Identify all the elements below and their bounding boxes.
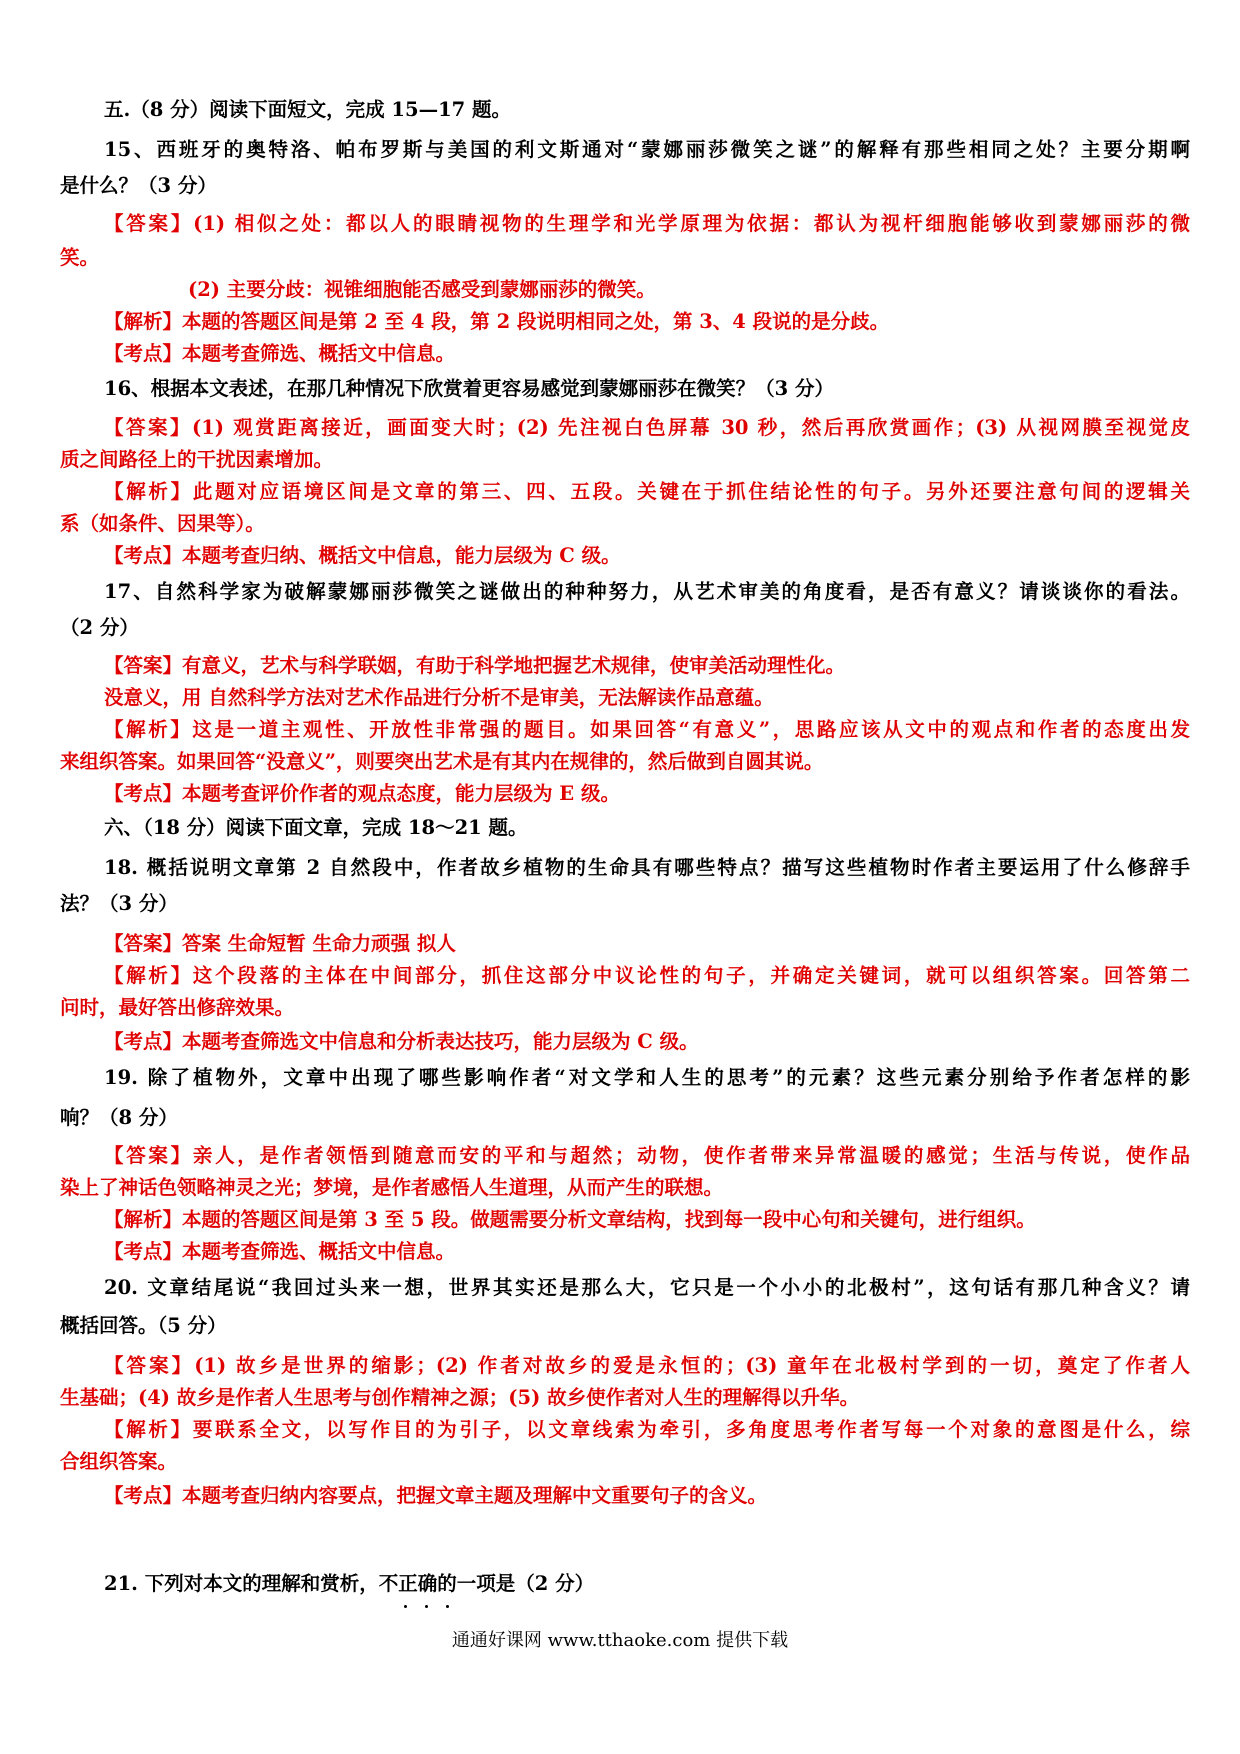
text-line: 19. 除了植物外，文章中出现了哪些影响作者“对文学和人生的思考”的元素？这些元素分别给予作者怎样的影 xyxy=(104,1066,1190,1089)
text-line: (2) 主要分歧：视锥细胞能否感受到蒙娜丽莎的微笑。 xyxy=(188,278,656,301)
text-line: 【答案】亲人，是作者领悟到随意而安的平和与超然；动物，使作者带来异常温暖的感觉；生活与传说，使作品 xyxy=(104,1144,1190,1167)
text-line: 生基础；(4) 故乡是作者人生思考与创作精神之源；(5) 故乡使作者对人生的理解得以升华。 xyxy=(60,1386,860,1409)
text-line: 【考点】本题考查归纳、概括文中信息，能力层级为 C 级。 xyxy=(104,544,621,567)
text-line: （2 分） xyxy=(60,616,139,639)
text-line: 16、根据本文表述，在那几种情况下欣赏着更容易感觉到蒙娜丽莎在微笑？（3 分） xyxy=(104,377,834,400)
text-line: 【答案】(1) 故乡是世界的缩影；(2) 作者对故乡的爱是永恒的；(3) 童年在北极村学到的一切，奠定了作者人 xyxy=(104,1354,1190,1377)
text-line: 【考点】本题考查评价作者的观点态度，能力层级为 E 级。 xyxy=(104,782,620,805)
text-line: 【解析】这是一道主观性、开放性非常强的题目。如果回答“有意义”，思路应该从文中的观点和作者的态度出发 xyxy=(104,718,1190,741)
page-footer: 通通好课网 www.tthaoke.com 提供下载 xyxy=(451,1630,789,1651)
text-line: 20. 文章结尾说“我回过头来一想，世界其实还是那么大，它只是一个小小的北极村”，这句话有那几种含义？请 xyxy=(104,1276,1190,1299)
text-line: 【考点】本题考查筛选、概括文中信息。 xyxy=(104,1240,456,1263)
text-line: 21. 下列对本文的理解和赏析，不正确的一项是（2 分） xyxy=(104,1572,595,1595)
text-line: 【答案】(1) 相似之处：都以人的眼睛视物的生理学和光学原理为依据：都认为视杆细胞能够收到蒙娜丽莎的微 xyxy=(104,212,1190,235)
text-line: 来组织答案。如果回答“没意义”，则要突出艺术是有其内在规律的，然后做到自圆其说。 xyxy=(60,750,824,773)
text-line: 【考点】本题考查筛选文中信息和分析表达技巧，能力层级为 C 级。 xyxy=(104,1030,699,1053)
text-line: 【解析】这个段落的主体在中间部分，抓住这部分中议论性的句子，并确定关键词，就可以组织答案。回答第二 xyxy=(104,964,1190,987)
text-line: 18. 概括说明文章第 2 自然段中，作者故乡植物的生命具有哪些特点？描写这些植物时作者主要运用了什么修辞手 xyxy=(104,856,1190,879)
text-line: 是什么？（3 分） xyxy=(60,174,217,197)
text-line: 15、西班牙的奥特洛、帕布罗斯与美国的利文斯通对“蒙娜丽莎微笑之谜”的解释有那些相同之处？主要分期啊 xyxy=(104,138,1190,161)
text-line: 【解析】此题对应语境区间是文章的第三、四、五段。关键在于抓住结论性的句子。另外还要注意句间的逻辑关 xyxy=(104,480,1190,503)
text-line: 【考点】本题考查归纳内容要点，把握文章主题及理解中文重要句子的含义。 xyxy=(104,1484,768,1507)
text-line: 质之间路径上的干扰因素增加。 xyxy=(60,448,334,471)
text-line: 【答案】答案 生命短暂 生命力顽强 拟人 xyxy=(104,932,456,955)
text-line: 【答案】(1) 观赏距离接近，画面变大时；(2) 先注视白色屏幕 30 秒，然后再欣赏画作；(3) 从视网膜至视觉皮 xyxy=(104,416,1190,439)
text-line: 【解析】要联系全文，以写作目的为引子，以文章线索为牵引，多角度思考作者写每一个对象的意图是什么，综 xyxy=(104,1418,1190,1441)
text-line: 17、自然科学家为破解蒙娜丽莎微笑之谜做出的种种努力，从艺术审美的角度看，是否有意义？请谈谈你的看法。 xyxy=(104,580,1190,603)
text-line: 概括回答。（5 分） xyxy=(60,1314,227,1337)
text-line: 系（如条件、因果等）。 xyxy=(60,512,265,535)
text-line: 【答案】有意义，艺术与科学联姻，有助于科学地把握艺术规律，使审美活动理性化。 xyxy=(104,654,846,677)
text-line: 没意义，用 自然科学方法对艺术作品进行分析不是审美，无法解读作品意蕴。 xyxy=(104,686,774,709)
text-line: 法？（3 分） xyxy=(60,892,178,915)
text-line: 染上了神话色领略神灵之光；梦境，是作者感悟人生道理，从而产生的联想。 xyxy=(60,1176,724,1199)
text-line: 【解析】本题的答题区间是第 3 至 5 段。做题需要分析文章结构，找到每一段中心句和关键句，进行组织。 xyxy=(104,1208,1036,1231)
emphasis-dots xyxy=(0,1605,1240,1611)
text-line: 六、（18 分）阅读下面文章，完成 18～21 题。 xyxy=(104,816,528,839)
text-line: 笑。 xyxy=(60,246,100,269)
text-line: 【考点】本题考查筛选、概括文中信息。 xyxy=(104,342,456,365)
text-line: 问时，最好答出修辞效果。 xyxy=(60,996,295,1019)
text-line: 五.（8 分）阅读下面短文，完成 15—17 题。 xyxy=(104,98,511,121)
text-line: 【解析】本题的答题区间是第 2 至 4 段，第 2 段说明相同之处，第 3、4 段说的是分歧。 xyxy=(104,310,890,333)
text-line: 响？（8 分） xyxy=(60,1106,178,1129)
text-line: 合组织答案。 xyxy=(60,1450,178,1473)
